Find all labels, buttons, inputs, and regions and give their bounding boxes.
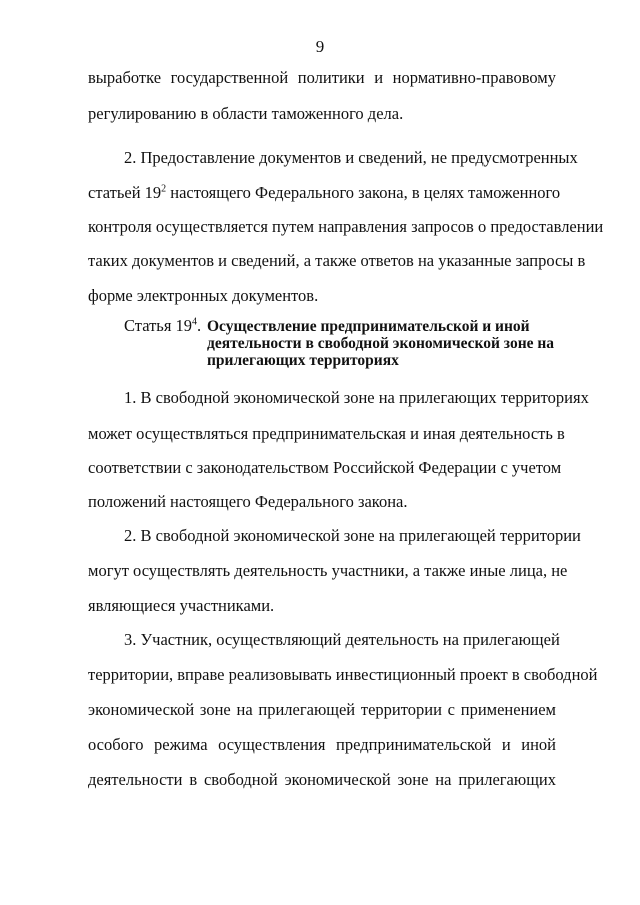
paragraph-2-line-1: 2. Предоставление документов и сведений, не предусмотренных xyxy=(124,148,578,167)
paragraph-1-line-1: выработке государственной политики и нормативно-правовому xyxy=(88,68,556,87)
paragraph-2-line-5: форме электронных документов. xyxy=(88,286,319,305)
paragraph-5-line-4: особого режима осуществления предпринимательской и иной xyxy=(88,735,556,754)
paragraph-3-line-1: 1. В свободной экономической зоне на прилегающих территориях xyxy=(124,388,589,407)
paragraph-2-line-2: статьей $19^2$ настоящего Федерального закона, в целях таможенного xyxy=(88,183,561,202)
article-title-line-2: деятельности в свободной экономической зоне на xyxy=(207,335,555,352)
paragraph-3-line-2: может осуществляться предпринимательская и иная деятельность в xyxy=(88,424,565,443)
paragraph-2-line-3: контроля осуществляется путем направления запросов о предоставлении xyxy=(88,217,604,236)
article-title-line-3: прилегающих территориях xyxy=(207,352,399,369)
paragraph-1-line-2: регулированию в области таможенного дела. xyxy=(88,104,404,123)
page-number: 9 xyxy=(315,37,325,56)
article-title-line-1: Осуществление предпринимательской и иной xyxy=(207,318,530,335)
paragraph-5-line-2: территории, вправе реализовывать инвестиционный проект в свободной xyxy=(88,665,598,684)
superscript: 2 xyxy=(161,183,167,195)
paragraph-3-line-3: соответствии с законодательством Российской Федерации с учетом xyxy=(88,458,562,477)
paragraph-5-line-1: 3. Участник, осуществляющий деятельность на прилегающей xyxy=(124,630,560,649)
paragraph-5-line-3: экономической зоне на прилегающей территории с применением xyxy=(88,700,556,719)
paragraph-4-line-2: могут осуществлять деятельность участники, а также иные лица, не xyxy=(88,561,568,580)
paragraph-4-line-3: являющиеся участниками. xyxy=(88,596,275,615)
paragraph-4-line-1: 2. В свободной экономической зоне на прилегающей территории xyxy=(124,526,581,545)
article-label: Статья $19^4$. xyxy=(124,316,202,335)
paragraph-3-line-4: положений настоящего Федерального закона. xyxy=(88,492,408,511)
superscript: 4 xyxy=(192,316,198,328)
paragraph-5-line-5: деятельности в свободной экономической зоне на прилегающих xyxy=(88,770,556,789)
paragraph-2-line-4: таких документов и сведений, а также ответов на указанные запросы в xyxy=(88,251,586,270)
